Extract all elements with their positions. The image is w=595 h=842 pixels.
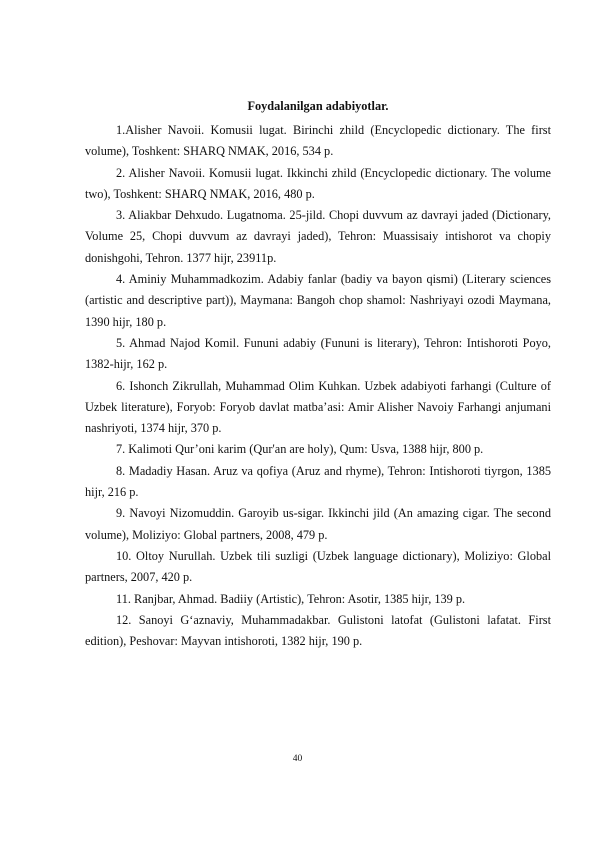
bibliography-title: Foydalanilgan adabiyotlar. bbox=[247, 99, 389, 113]
page-number: 40 bbox=[292, 754, 303, 764]
reference-item-10: 10. Oltoy Nurullah. Uzbek tili suzligi (Uzbek language dictionary), Moliziyo: Global partners, 2007, 420 p. bbox=[85, 548, 551, 585]
reference-item-9: 9. Navoyi Nizomuddin. Garoyib us-sigar. Ikkinchi jild (An amazing cigar. The second volume), Moliziyo: Global partners, 2008, 479 p. bbox=[85, 506, 551, 542]
reference-item-3: 3. Aliakbar Dehxudo. Lugatnoma. 25-jild. Chopi duvvum az davrayi jaded (Dictionary, Volume 25, Chopi duvvum az davrayi jaded), Tehron: Muassisaiy intishorot va chopiy donishgohi, Tehron. 1377 hijr, 23911p. bbox=[85, 208, 551, 265]
reference-item-7: 7. Kalimoti Qur’oni karim (Qur'an are holy), Qum: Usva, 1388 hijr, 800 p. bbox=[116, 442, 484, 457]
reference-item-5: 5. Ahmad Najod Komil. Fununi adabiy (Fununi is literary), Tehron: Intishoroti Poyo, 1382-hijr, 162 p. bbox=[85, 335, 551, 372]
reference-item-8: 8. Madadiy Hasan. Aruz va qofiya (Aruz and rhyme), Tehron: Intishoroti tiyrgon, 1385 hijr, 216 p. bbox=[85, 463, 551, 500]
reference-item-6: 6. Ishonch Zikrullah, Muhammad Olim Kuhkan. Uzbek adabiyoti farhangi (Culture of Uzbek literature), Foryob: Foryob davlat matba’asi: Amir Alisher Navoiy Farhangi anjumani nashriyoti, 1374 hijr, 370 p. bbox=[85, 378, 551, 436]
document-page bbox=[85, 98, 551, 652]
reference-item-12: 12. Sanoyi G‘aznaviy, Muhammadakbar. Gulistoni latofat (Gulistoni lafatat. First edition), Peshovar: Mayvan intishoroti, 1382 hijr, 190 p. bbox=[85, 612, 551, 649]
reference-item-2: 2. Alisher Navoii. Komusii lugat. Ikkinchi zhild (Encyclopedic dictionary. The volume two), Toshkent: SHARQ NMAK, 2016, 480 p. bbox=[85, 165, 551, 201]
reference-item-4: 4. Aminiy Muhammadkozim. Adabiy fanlar (badiy va bayon qismi) (Literary sciences (artistic and descriptive part)), Maymana: Bangoh chop shamol: Nashriyayi ozodi Maymana, 1390 hijr, 180 p. bbox=[85, 272, 551, 329]
reference-item-11: 11. Ranjbar, Ahmad. Badiiy (Artistic), Tehron: Asotir, 1385 hijr, 139 p. bbox=[116, 591, 466, 606]
reference-list bbox=[85, 120, 551, 652]
reference-item-1: 1.Alisher Navoii. Komusii lugat. Birinchi zhild (Encyclopedic dictionary. The first volume), Toshkent: SHARQ NMAK, 2016, 534 p. bbox=[85, 123, 551, 159]
